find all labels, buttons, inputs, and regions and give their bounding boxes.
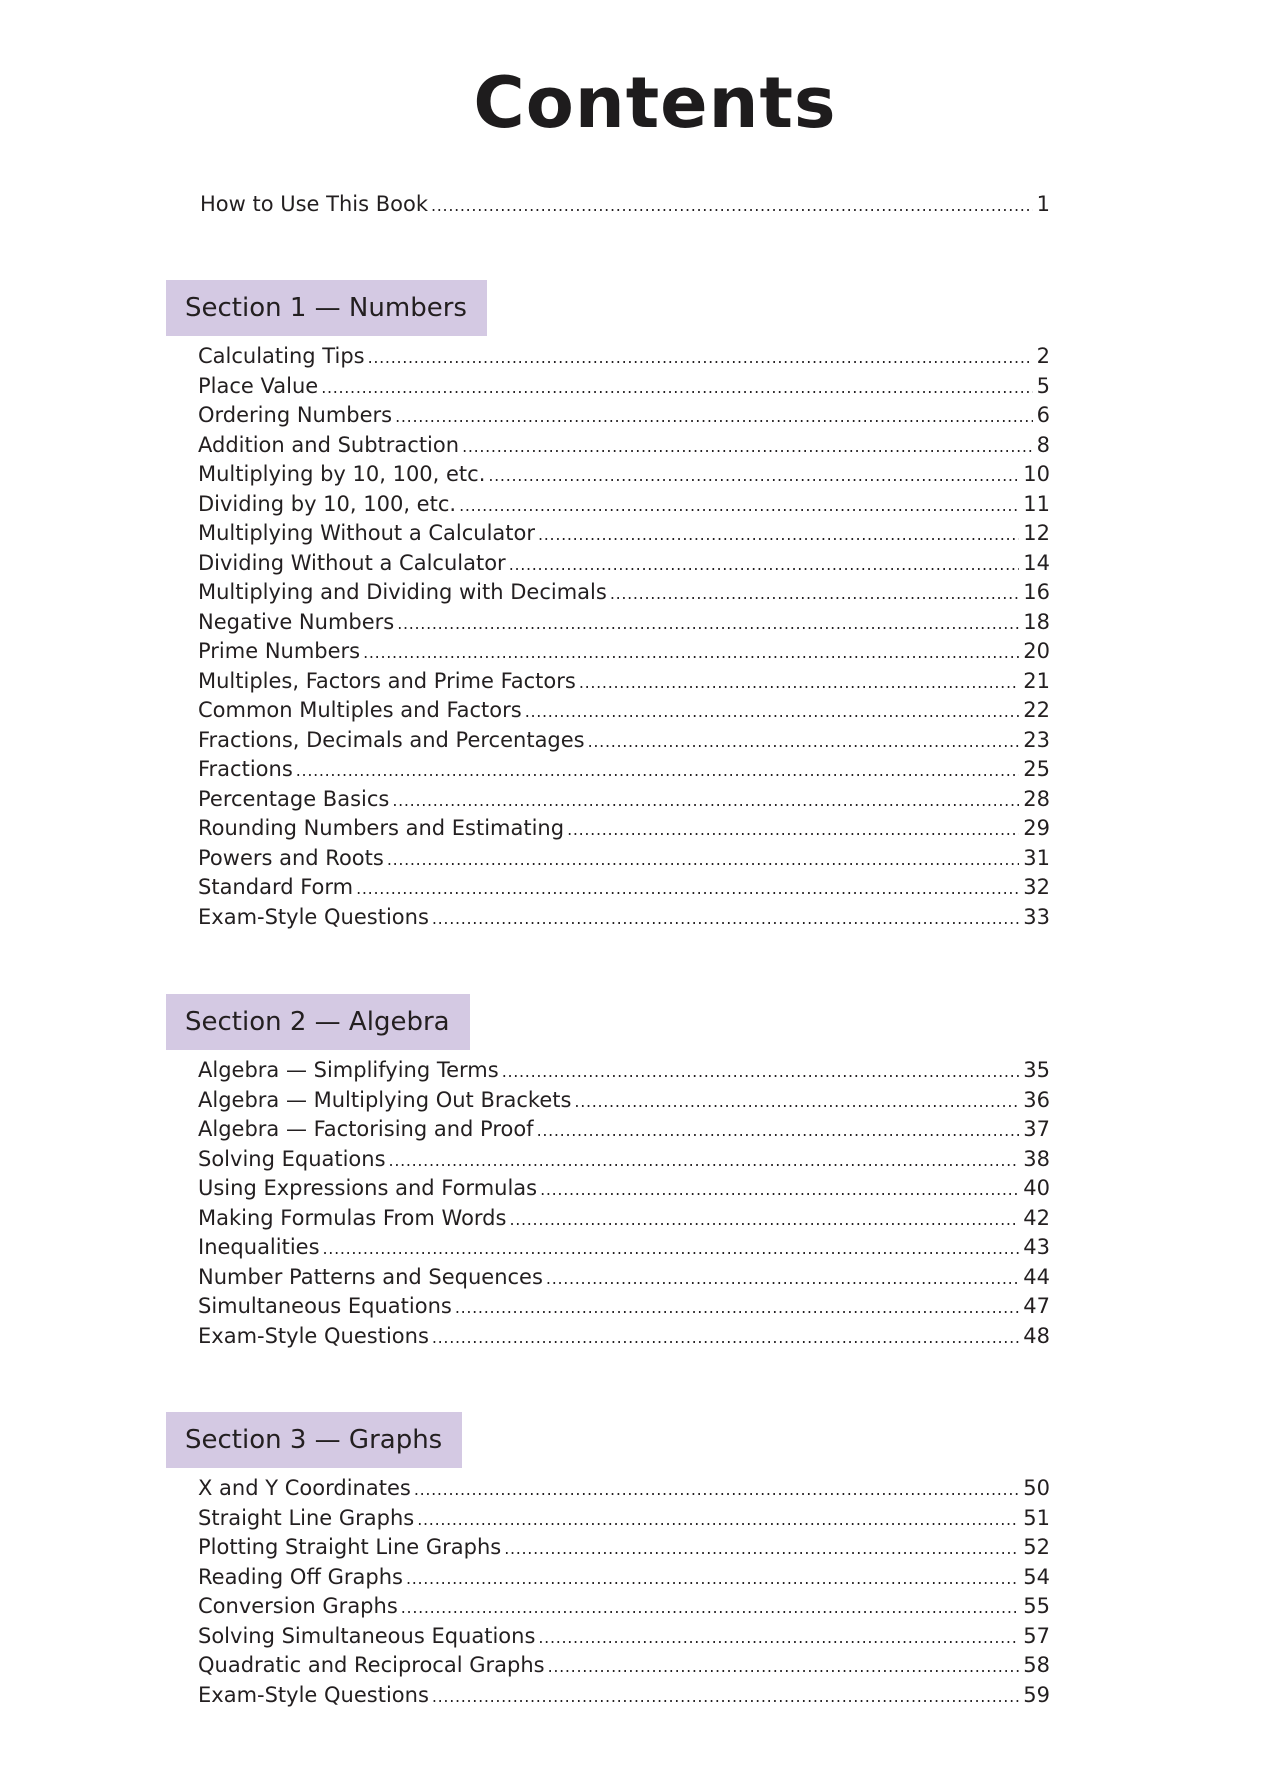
toc-entry-page: 6: [1036, 403, 1050, 427]
toc-entry-page: 10: [1023, 462, 1050, 486]
toc-entry-page: 44: [1023, 1264, 1050, 1289]
section-heading: Section 3 — Graphs: [166, 1412, 462, 1468]
toc-entry[interactable]: [198, 1292, 1050, 1322]
toc-entry-page: 12: [1023, 521, 1050, 545]
toc-entry-page: 48: [1023, 1323, 1050, 1348]
section-graphs: [166, 1412, 1050, 1710]
toc-entry-label: Standard Form: [198, 875, 354, 899]
section-entries: [198, 1474, 1050, 1710]
toc-entry-label: Multiplying Without a Calculator: [198, 521, 536, 545]
toc-entry[interactable]: [198, 431, 1050, 461]
toc-entry-label: Prime Numbers: [198, 639, 361, 663]
toc-entry[interactable]: [198, 1056, 1050, 1086]
toc-entry-label: Powers and Roots: [198, 845, 384, 870]
toc-entry[interactable]: [198, 873, 1050, 903]
dot-leader: [509, 550, 1020, 580]
toc-entry[interactable]: [198, 490, 1050, 520]
dot-leader: [525, 697, 1020, 727]
toc-entry[interactable]: [198, 755, 1050, 785]
toc-entry-page: 28: [1023, 786, 1050, 811]
toc-entry-page: 29: [1023, 816, 1050, 840]
toc-entry[interactable]: [198, 1563, 1050, 1593]
dot-leader: [462, 432, 1033, 462]
dot-leader: [538, 1623, 1019, 1653]
toc-entry[interactable]: [198, 342, 1050, 372]
toc-entry-page: 55: [1023, 1594, 1050, 1618]
toc-entry[interactable]: [198, 578, 1050, 608]
dot-leader: [296, 756, 1019, 786]
toc-entry-label: Solving Equations: [198, 1146, 386, 1171]
dot-leader: [363, 638, 1019, 668]
dot-leader: [395, 402, 1032, 432]
toc-entry-label: How to Use This Book: [200, 192, 429, 216]
toc-entry-label: Dividing Without a Calculator: [198, 550, 506, 575]
toc-entry[interactable]: [198, 1204, 1050, 1234]
toc-entry-page: 40: [1023, 1176, 1050, 1200]
section-algebra: [166, 994, 1050, 1351]
toc-entry-label: Addition and Subtraction: [198, 432, 460, 457]
toc-entry-page: 38: [1023, 1146, 1050, 1171]
toc-entry-page: 2: [1036, 344, 1050, 368]
toc-entry-page: 1: [1036, 192, 1050, 216]
toc-entry[interactable]: [198, 1651, 1050, 1681]
toc-entry[interactable]: [198, 608, 1050, 638]
dot-leader: [356, 874, 1019, 904]
dot-leader: [488, 461, 1019, 491]
dot-leader: [579, 668, 1019, 698]
dot-leader: [321, 373, 1032, 403]
toc-entry-label: Exam-Style Questions: [198, 904, 429, 929]
toc-entry-page: 33: [1023, 904, 1050, 929]
toc-entry[interactable]: [198, 460, 1050, 490]
dot-leader: [431, 191, 1033, 221]
toc-entry-label: Number Patterns and Sequences: [198, 1264, 543, 1289]
dot-leader: [323, 1234, 1020, 1264]
toc-entry-label: Simultaneous Equations: [198, 1294, 452, 1318]
toc-entry-label: Making Formulas From Words: [198, 1205, 507, 1230]
dot-leader: [401, 1593, 1019, 1623]
toc-entry-label: Rounding Numbers and Estimating: [198, 816, 565, 840]
toc-entry-page: 54: [1023, 1564, 1050, 1589]
dot-leader: [548, 1652, 1020, 1682]
toc-entry-label: Using Expressions and Formulas: [198, 1176, 538, 1200]
toc-entry-how-to-use[interactable]: [200, 190, 1050, 220]
toc-entry[interactable]: [198, 1233, 1050, 1263]
toc-entry-page: 42: [1023, 1205, 1050, 1230]
toc-entry[interactable]: [198, 1681, 1050, 1711]
toc-entry[interactable]: [198, 519, 1050, 549]
toc-entry-label: Percentage Basics: [198, 786, 390, 811]
toc-entry-page: 8: [1036, 432, 1050, 457]
toc-entry[interactable]: [198, 785, 1050, 815]
toc-entry-label: Multiplying by 10, 100, etc.: [198, 462, 486, 486]
dot-leader: [459, 491, 1019, 521]
toc-entry-label: X and Y Coordinates: [198, 1476, 411, 1500]
dot-leader: [610, 579, 1019, 609]
dot-leader: [538, 520, 1019, 550]
toc-entry-page: 20: [1023, 639, 1050, 663]
toc-entry-label: Place Value: [198, 373, 319, 398]
toc-entry-label: Straight Line Graphs: [198, 1505, 415, 1530]
toc-entry[interactable]: [198, 1622, 1050, 1652]
dot-leader: [540, 1175, 1019, 1205]
toc-entry-label: Negative Numbers: [198, 609, 395, 634]
dot-leader: [432, 1682, 1019, 1712]
dot-leader: [392, 786, 1019, 816]
toc-entry[interactable]: [198, 1086, 1050, 1116]
toc-entry[interactable]: [198, 726, 1050, 756]
toc-entry-page: 14: [1023, 550, 1050, 575]
toc-entry-page: 18: [1023, 609, 1050, 634]
toc-entry-page: 37: [1023, 1117, 1050, 1141]
toc-entry-page: 22: [1023, 698, 1050, 722]
toc-entry-page: 50: [1023, 1476, 1050, 1500]
toc-entry-label: Quadratic and Reciprocal Graphs: [198, 1653, 545, 1677]
toc-entry-label: Exam-Style Questions: [198, 1682, 429, 1707]
section-entries: [198, 342, 1050, 932]
toc-entry[interactable]: [198, 1592, 1050, 1622]
dot-leader: [414, 1475, 1019, 1505]
dot-leader: [504, 1534, 1019, 1564]
toc-entry[interactable]: [198, 844, 1050, 874]
section-heading: Section 1 — Numbers: [166, 280, 487, 336]
toc-entry[interactable]: [198, 696, 1050, 726]
dot-leader: [417, 1505, 1019, 1535]
dot-leader: [432, 1323, 1019, 1353]
toc-entry-label: Multiplying and Dividing with Decimals: [198, 580, 607, 604]
toc-entry[interactable]: [198, 1504, 1050, 1534]
toc-entry-page: 11: [1023, 491, 1050, 516]
toc-entry[interactable]: [198, 903, 1050, 933]
dot-leader: [368, 343, 1033, 373]
dot-leader: [509, 1205, 1019, 1235]
toc-entry-page: 57: [1023, 1623, 1050, 1648]
section-entries: [198, 1056, 1050, 1351]
toc-entry-page: 23: [1023, 727, 1050, 752]
toc-entry-label: Algebra — Simplifying Terms: [198, 1058, 499, 1082]
dot-leader: [455, 1293, 1019, 1323]
toc-entry[interactable]: [198, 1115, 1050, 1145]
dot-leader: [567, 815, 1019, 845]
toc-entry-label: Common Multiples and Factors: [198, 698, 522, 722]
toc-entry[interactable]: [198, 549, 1050, 579]
dot-leader: [389, 1146, 1020, 1176]
toc-entry[interactable]: [198, 1263, 1050, 1293]
toc-entry[interactable]: [198, 814, 1050, 844]
dot-leader: [537, 1116, 1020, 1146]
toc-entry-label: Conversion Graphs: [198, 1594, 398, 1618]
toc-entry[interactable]: [198, 637, 1050, 667]
dot-leader: [397, 609, 1019, 639]
toc-entry-page: 5: [1036, 373, 1050, 398]
dot-leader: [546, 1264, 1019, 1294]
toc-entry-page: 35: [1023, 1058, 1050, 1082]
toc-entry-label: Exam-Style Questions: [198, 1323, 429, 1348]
dot-leader: [387, 845, 1019, 875]
toc-entry[interactable]: [198, 401, 1050, 431]
toc-entry[interactable]: [198, 1474, 1050, 1504]
toc-entry-page: 58: [1023, 1653, 1050, 1677]
toc-entry-page: 32: [1023, 875, 1050, 899]
toc-entry[interactable]: [198, 1322, 1050, 1352]
dot-leader: [574, 1087, 1019, 1117]
section-heading: Section 2 — Algebra: [166, 994, 470, 1050]
dot-leader: [588, 727, 1020, 757]
toc-entry-label: Algebra — Factorising and Proof: [198, 1117, 534, 1141]
toc-entry-page: 31: [1023, 845, 1050, 870]
toc-entry-page: 52: [1023, 1535, 1050, 1559]
toc-entry-page: 21: [1023, 668, 1050, 693]
dot-leader: [432, 904, 1019, 934]
section-numbers: [166, 280, 1050, 932]
toc-entry-page: 51: [1023, 1505, 1050, 1530]
page-title: Contents: [473, 62, 837, 144]
toc-entry[interactable]: [198, 1145, 1050, 1175]
toc-entry[interactable]: [198, 1533, 1050, 1563]
toc-entry-label: Fractions: [198, 757, 293, 781]
toc-entry-label: Ordering Numbers: [198, 403, 393, 427]
toc-entry-page: 47: [1023, 1294, 1050, 1318]
toc-entry-label: Dividing by 10, 100, etc.: [198, 491, 457, 516]
toc-entry[interactable]: [198, 1174, 1050, 1204]
toc-entry-label: Multiples, Factors and Prime Factors: [198, 668, 576, 693]
toc-entry-label: Inequalities: [198, 1235, 320, 1259]
toc-entry-label: Reading Off Graphs: [198, 1564, 403, 1589]
toc-entry-label: Plotting Straight Line Graphs: [198, 1535, 502, 1559]
toc-entry[interactable]: [198, 667, 1050, 697]
dot-leader: [406, 1564, 1019, 1594]
toc-entry-page: 16: [1023, 580, 1050, 604]
toc-entry-label: Fractions, Decimals and Percentages: [198, 727, 585, 752]
dot-leader: [502, 1057, 1020, 1087]
toc-entry-page: 36: [1023, 1087, 1050, 1112]
toc-entry[interactable]: [198, 372, 1050, 402]
toc-entry-label: Solving Simultaneous Equations: [198, 1623, 536, 1648]
toc-entry-page: 59: [1023, 1682, 1050, 1707]
toc-entry-label: Calculating Tips: [198, 344, 365, 368]
toc-entry-page: 43: [1023, 1235, 1050, 1259]
toc-entry-label: Algebra — Multiplying Out Brackets: [198, 1087, 572, 1112]
toc-entry-page: 25: [1023, 757, 1050, 781]
